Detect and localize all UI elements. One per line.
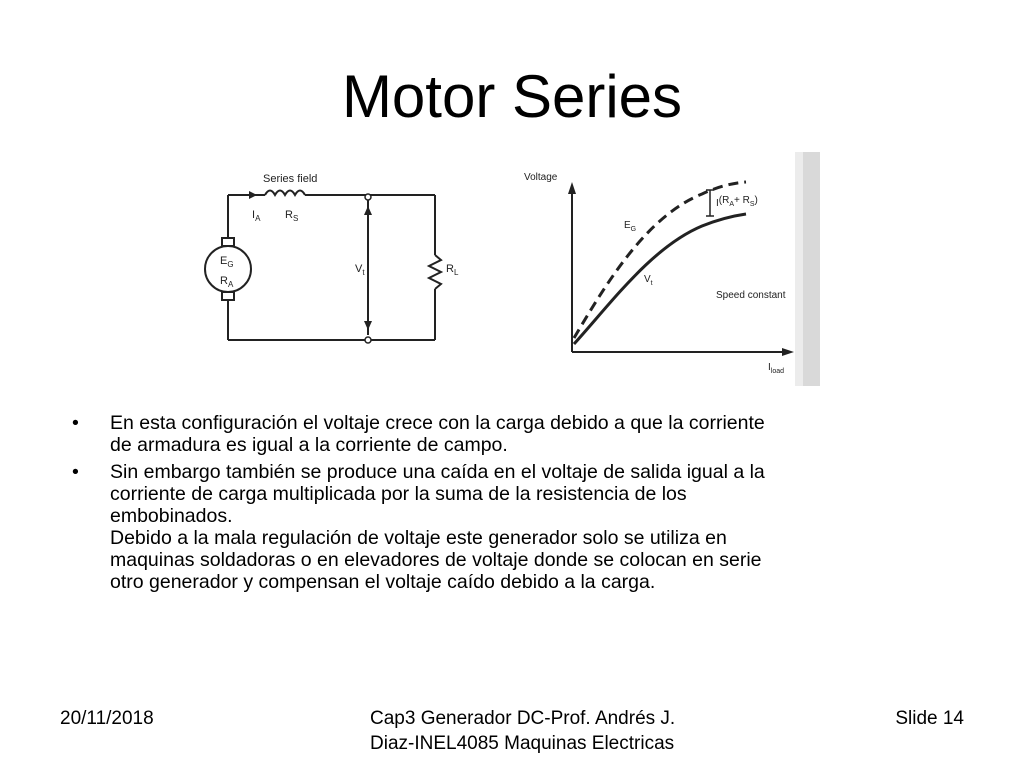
bullet-item-2 [72,461,892,593]
footer-course-line-2: Diaz-INEL4085 Maquinas Electricas [370,733,675,754]
bullet-2-line-6: otro generador y compensan el voltaje caído debido a la carga. [110,571,656,593]
bullet-1-line-1: En esta configuración el voltaje crece con la carga debido a que la corriente [110,412,765,434]
terminal-characteristic-graph [512,152,820,386]
rl-label: $R_L$ [446,263,459,277]
series-field-label: Series field [263,173,318,185]
bullet-2-line-4: Debido a la mala regulación de voltaje este generador solo se utiliza en [110,527,727,549]
bullet-marker: • [72,461,79,483]
footer-date: 20/11/2018 [60,708,154,729]
footer-course [370,706,710,756]
bullet-2-line-1: Sin embargo también se produce una caída en el voltaje de salida igual a la [110,461,765,483]
rs-label: $R_S$ [285,209,299,223]
vt-curve [574,214,746,344]
slide-title: Motor Series [341,63,683,130]
ra-label: $R_A$ [220,275,234,289]
bullet-1-line-2: de armadura es igual a la corriente de campo. [110,434,508,456]
speed-constant-label: Speed constant [716,290,786,301]
footer-course-line-1: Cap3 Generador DC-Prof. Andrés J. [370,708,676,729]
iload-axis-label: $I_{load}$ [768,362,785,375]
voltage-axis-label: Voltage [524,172,558,183]
footer-slide-number: Slide 14 [895,708,964,729]
ia-label: $I_A$ [252,209,261,223]
eg-curve-label: $E_G$ [624,220,637,233]
voltage-drop-label: $I(R_A+ R_S)$ [716,195,758,209]
eg-label: $E_G$ [220,255,234,269]
bullet-marker: • [72,412,79,434]
bullet-2-line-5: maquinas soldadoras o en elevadores de voltaje donde se colocan en serie [110,549,762,571]
bullet-2-line-3: embobinados. [110,505,233,527]
vt-label: $V_t$ [355,263,365,277]
bullet-list [72,412,892,598]
series-generator-circuit-diagram [195,160,465,360]
bullet-item-1 [72,412,892,456]
bullet-2-line-2: corriente de carga multiplicada por la suma de la resistencia de los [110,483,687,505]
vt-curve-label: $V_t$ [644,274,653,287]
